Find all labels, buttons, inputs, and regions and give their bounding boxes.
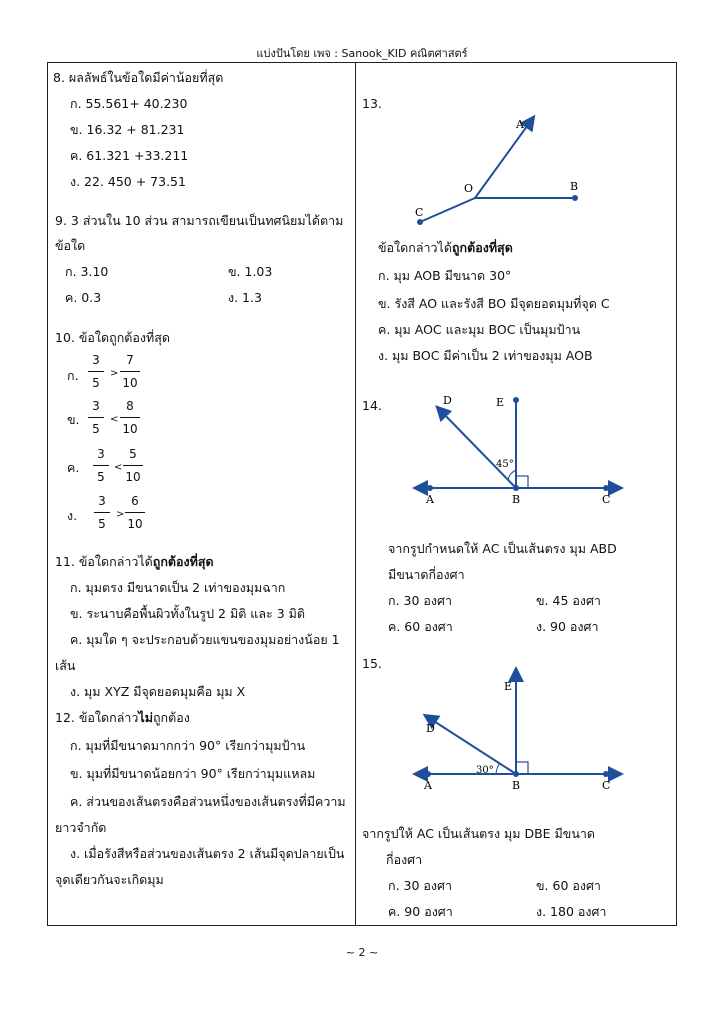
q8-choice-b: ข. 16.32 + 81.231 — [70, 122, 185, 137]
q14-choice-d: ง. 90 องศา — [536, 619, 599, 634]
q9-choice-d: ง. 1.3 — [228, 290, 262, 305]
q14-number: 14. — [362, 398, 382, 413]
q10-choice-d-label: ง. — [67, 508, 78, 523]
q9-choice-a: ก. 3.10 — [65, 264, 109, 279]
q11-choice-d: ง. มุม XYZ มีจุดยอดมุมคือ มุม X — [70, 684, 246, 699]
q13-label-o: O — [464, 182, 474, 195]
q10-d-operator: > — [116, 509, 125, 520]
q13-label-a: A — [516, 118, 524, 131]
q13-choice-d: ง. มุม BOC มีค่าเป็น 2 เท่าของมุม AOB — [378, 348, 593, 363]
q15-choice-c: ค. 90 องศา — [388, 904, 453, 919]
q10-question: 10. ข้อใดถูกต้องที่สุด — [55, 330, 170, 345]
q14-label-c: C — [602, 493, 611, 506]
q14-angle-diagram — [408, 390, 628, 510]
q10-a-fraction-right: 7 10 — [120, 352, 140, 391]
q15-choice-a: ก. 30 องศา — [388, 878, 452, 893]
q15-label-d: D — [426, 722, 435, 735]
q11-question: 11. ข้อใดกล่าวได้ถูกต้องที่สุด — [55, 554, 214, 569]
q13-choice-a: ก. มุม AOB มีขนาด 30° — [378, 268, 512, 283]
q15-label-b: B — [512, 779, 521, 792]
q15-choice-d: ง. 180 องศา — [536, 904, 607, 919]
q13-label-c: C — [415, 206, 424, 219]
q15-label-e: E — [504, 680, 513, 693]
q9-choice-c: ค. 0.3 — [65, 290, 102, 305]
q11-choice-b: ข. ระนาบคือพื้นผิวทั้งในรูป 2 มิติ และ 3 มิติ — [70, 606, 305, 621]
page-number: ~ 2 ~ — [345, 946, 379, 959]
q9-choice-b: ข. 1.03 — [228, 264, 273, 279]
q10-d-fraction-left: 3 5 — [94, 493, 110, 532]
page-header: แบ่งปันโดย เพจ : Sanook_KID คณิตศาสตร์ — [256, 47, 468, 60]
q13-angle-diagram — [400, 110, 600, 230]
q12-choice-b: ข. มุมที่มีขนาดน้อยกว่า 90° เรียกว่ามุมแหลม — [70, 766, 316, 781]
q13-choice-b: ข. รังสี AO และรังสี BO มีจุดยอดมุมที่จุด C — [378, 296, 610, 311]
q14-choice-c: ค. 60 องศา — [388, 619, 453, 634]
q10-choice-b-label: ข. — [67, 412, 80, 427]
q14-label-b: B — [512, 493, 521, 506]
q14-label-d: D — [443, 394, 452, 407]
q13-question: ข้อใดกล่าวได้ถูกต้องที่สุด — [378, 240, 513, 255]
q8-choice-a: ก. 55.561+ 40.230 — [70, 96, 188, 111]
q15-number: 15. — [362, 656, 382, 671]
q11-choice-c-cont: เส้น — [55, 658, 76, 673]
q15-choice-b: ข. 60 องศา — [536, 878, 601, 893]
q15-angle-diagram — [408, 660, 628, 800]
q14-choice-b: ข. 45 องศา — [536, 593, 601, 608]
q14-angle-label: 45° — [496, 459, 514, 470]
q11-choice-a: ก. มุมตรง มีขนาดเป็น 2 เท่าของมุมฉาก — [70, 580, 286, 595]
q15-question-line2: กี่องศา — [386, 852, 423, 867]
q10-b-fraction-left: 3 5 — [88, 398, 104, 437]
q8-choice-d: ง. 22. 450 + 73.51 — [70, 174, 186, 189]
q10-b-fraction-right: 8 10 — [120, 398, 140, 437]
q10-a-operator: > — [110, 368, 119, 379]
q10-d-fraction-right: 6 10 — [125, 493, 145, 532]
q14-choice-a: ก. 30 องศา — [388, 593, 452, 608]
q12-question: 12. ข้อใดกล่าวไม่ถูกต้อง — [55, 710, 190, 725]
q14-label-e: E — [496, 396, 505, 409]
q10-c-operator: < — [114, 462, 123, 473]
q10-choice-c-label: ค. — [67, 460, 80, 475]
q8-question: 8. ผลลัพธ์ในข้อใดมีค่าน้อยที่สุด — [53, 70, 224, 85]
q10-c-fraction-right: 5 10 — [123, 446, 143, 485]
q9-question-line2: ข้อใด — [55, 238, 86, 253]
q10-b-operator: < — [110, 414, 119, 425]
q12-choice-c-cont: ยาวจำกัด — [55, 820, 107, 835]
q12-choice-d-cont: จุดเดียวกันจะเกิดมุม — [55, 872, 164, 887]
q10-a-fraction-left: 3 5 — [88, 352, 104, 391]
q15-question-line1: จากรูปให้ AC เป็นเส้นตรง มุม DBE มีขนาด — [362, 826, 596, 841]
q12-choice-c: ค. ส่วนของเส้นตรงคือส่วนหนึ่งของเส้นตรงที่มีความ — [70, 794, 346, 809]
q14-question-line2: มีขนาดกี่องศา — [388, 567, 465, 582]
q8-choice-c: ค. 61.321 +33.211 — [70, 148, 189, 163]
q15-label-a: A — [424, 779, 432, 792]
q14-label-a: A — [426, 493, 434, 506]
q11-choice-c: ค. มุมใด ๆ จะประกอบด้วยแขนของมุมอย่างน้อย 1 — [70, 632, 340, 647]
q13-number: 13. — [362, 96, 382, 111]
q10-c-fraction-left: 3 5 — [93, 446, 109, 485]
q10-choice-a-label: ก. — [67, 368, 79, 383]
column-divider — [355, 62, 356, 926]
q15-label-c: C — [602, 779, 611, 792]
q15-angle-label: 30° — [476, 765, 494, 776]
q13-choice-c: ค. มุม AOC และมุม BOC เป็นมุมป้าน — [378, 322, 581, 337]
q13-label-b: B — [570, 180, 579, 193]
q12-choice-d: ง. เมื่อรังสีหรือส่วนของเส้นตรง 2 เส้นมีจุดปลายเป็น — [70, 846, 345, 861]
q12-choice-a: ก. มุมที่มีขนาดมากกว่า 90° เรียกว่ามุมป้าน — [70, 738, 306, 753]
q14-question-line1: จากรูปกำหนดให้ AC เป็นเส้นตรง มุม ABD — [388, 541, 617, 556]
q9-question-line1: 9. 3 ส่วนใน 10 ส่วน สามารถเขียนเป็นทศนิยมได้ตาม — [55, 213, 344, 228]
